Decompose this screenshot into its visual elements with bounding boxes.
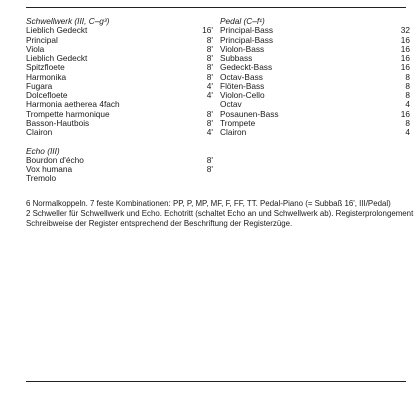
- left-column: [26, 17, 213, 184]
- stop-pitch: 8': [206, 62, 213, 73]
- stop-pitch: 8: [405, 117, 410, 128]
- stop-name: Posaunen-Bass: [220, 108, 279, 119]
- stop-name: Vox humana: [26, 164, 73, 174]
- stop-pitch: 8: [405, 80, 410, 91]
- stop-pitch: 8': [206, 34, 213, 45]
- notes-block: [26, 199, 416, 229]
- stop-pitch: 4': [206, 80, 213, 91]
- stop-name: Lieblich Gedeckt: [26, 25, 88, 36]
- bottom-rule: [26, 381, 406, 382]
- stop-name: Violon-Bass: [220, 43, 265, 54]
- stop-pitch: 16: [400, 108, 410, 119]
- notes-line-3: Schreibweise der Register entsprechend der Beschriftung der Registerzüge.: [26, 219, 293, 228]
- echo-heading-text: Echo (III): [26, 145, 60, 156]
- stop-pitch: 4: [405, 99, 410, 110]
- echo-stop-list: [26, 156, 213, 184]
- stop-name: Trompette harmonique: [26, 108, 110, 119]
- stop-name: Principal-Bass: [220, 25, 274, 36]
- stop-pitch: 16: [400, 43, 410, 54]
- stop-name: Trompete: [220, 117, 256, 128]
- stop-name: Clairon: [26, 127, 53, 137]
- notes-line-1: 6 Normalkoppeln. 7 feste Kombinationen: PP, P, MP, MF, F, FF, TT. Pedal-Piano (= Subbaß 16', III/Pedal): [26, 199, 391, 208]
- stop-pitch: 16: [400, 34, 410, 45]
- swell-stop-row: [26, 119, 213, 128]
- stop-pitch: 4': [206, 90, 213, 100]
- stop-pitch: 8': [206, 71, 213, 82]
- stop-name: Lieblich Gedeckt: [26, 53, 88, 63]
- stop-pitch: 16': [202, 25, 213, 36]
- swell-heading-text: Schwellwerk (III, C–g³): [26, 16, 110, 26]
- stop-pitch: 8: [405, 71, 410, 82]
- stop-pitch: 16: [400, 53, 410, 63]
- stop-name: Octav-Bass: [220, 71, 263, 82]
- stop-name: Principal: [26, 34, 58, 45]
- top-rule: [26, 7, 406, 8]
- stop-pitch: 32: [400, 25, 410, 36]
- stop-name: Flöten-Bass: [220, 80, 265, 91]
- swell-stop-row: [26, 128, 213, 137]
- stop-name: Gedeckt-Bass: [220, 62, 273, 73]
- stop-name: Basson-Hautbois: [26, 117, 90, 128]
- right-column: [220, 17, 410, 137]
- pedal-stop-row: [220, 119, 410, 128]
- pedal-heading-text: Pedal (C–f¹): [220, 16, 265, 26]
- stop-name: Harmonia aetherea 4fach: [26, 99, 120, 110]
- stop-name: Tremolo: [26, 173, 57, 184]
- stop-name: Violon-Cello: [220, 90, 265, 100]
- stop-pitch: 4': [206, 127, 213, 137]
- stop-pitch: 8': [206, 117, 213, 128]
- stop-pitch: 16: [400, 62, 410, 73]
- stop-name: Harmonika: [26, 71, 67, 82]
- stop-pitch: 8': [206, 164, 213, 174]
- swell-stop-list: [26, 26, 213, 137]
- stop-pitch: 8': [206, 53, 213, 63]
- stop-name: Subbass: [220, 53, 253, 63]
- stop-name: Principal-Bass: [220, 34, 274, 45]
- stop-name: Viola: [26, 43, 45, 54]
- pedal-stop-list: [220, 26, 410, 137]
- stop-name: Bourdon d'écho: [26, 154, 84, 165]
- swell-stop-row: [26, 36, 213, 45]
- notes-line-2: 2 Schweller für Schwellwerk und Echo. Echotritt (schaltet Echo an und Schwellwerk ab). Registerprolongement: [26, 209, 414, 218]
- pedal-stop-row: [220, 128, 410, 137]
- swell-stop-row: [26, 73, 213, 82]
- stop-name: Octav: [220, 99, 242, 110]
- stop-pitch: 8': [206, 108, 213, 119]
- stop-pitch: 8: [405, 90, 410, 100]
- echo-stop-row: [26, 174, 213, 183]
- stop-pitch: 8': [206, 154, 213, 165]
- pedal-stop-row: [220, 91, 410, 100]
- stop-pitch: 4: [405, 127, 410, 137]
- stop-name: Clairon: [220, 127, 247, 137]
- stop-name: Dolcefloete: [26, 90, 68, 100]
- stop-name: Spitzfloete: [26, 62, 65, 73]
- stop-pitch: 8': [206, 43, 213, 54]
- stop-name: Fugara: [26, 80, 53, 91]
